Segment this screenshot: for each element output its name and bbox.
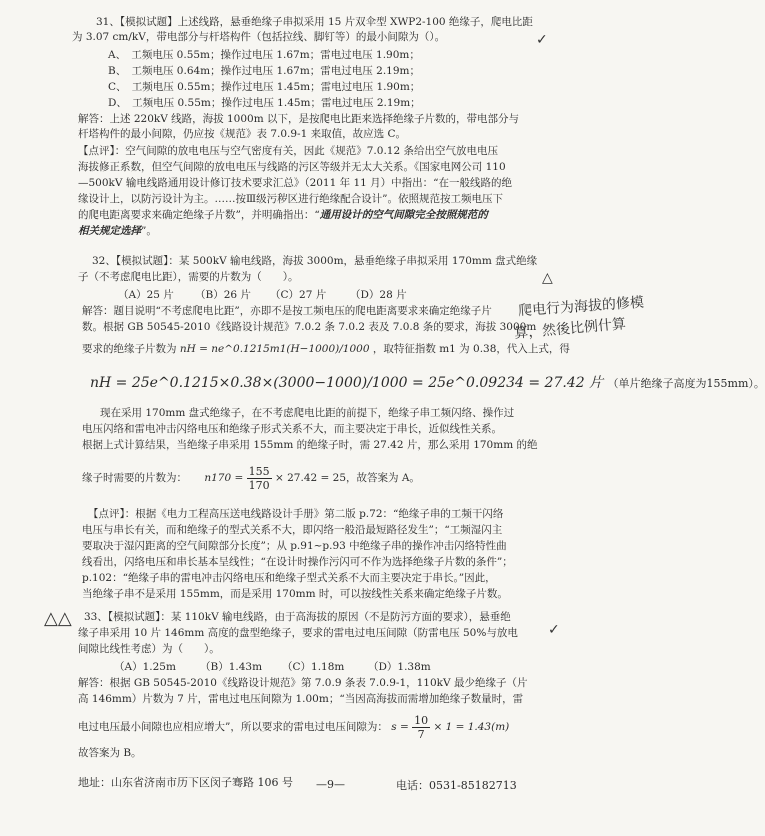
q32-paragraph-line1: 现在采用 170mm 盘式绝缘子，在不考虑爬电比距的前提下，绝缘子串工频闪络、操作过 xyxy=(100,407,515,419)
q32-answer-line1: 解答：题目说明“不考虑爬电比距”，亦即不是按工频电压的爬电距离要求来确定绝缘子片 xyxy=(82,305,492,317)
q32-answer-line3 xyxy=(82,343,570,356)
q33-answer-line4: 故答案为 B。 xyxy=(78,747,142,759)
q33-answer-line3 xyxy=(78,712,509,742)
q31-option-a: A、 工频电压 0.55m；操作过电压 1.67m；雷电过电压 1.90m； xyxy=(108,49,420,61)
q32-option-a: （A）25 片 xyxy=(118,289,174,301)
q31-comment-emphasis-2: 相关规定选择 xyxy=(78,225,141,237)
q32-option-d: （D）28 片 xyxy=(350,289,407,301)
footer-page-number: —9— xyxy=(316,778,345,791)
q32-comment-line2: 电压与串长有关，而和绝缘子的型式关系不大，即闪络一般沿最短路径发生”；“工频湿闪主 xyxy=(82,524,503,536)
q33-stem-line1: 33、【模拟试题】：某 110kV 输电线路，由于高海拔的原因（不是防污方面的要求），悬垂绝 xyxy=(84,611,511,623)
q32-answer-line2: 数。根据 GB 50545-2010《线路设计规范》7.0.2 条 7.0.2 表及 7.0.8 条的要求，海拔 3000m xyxy=(82,321,537,333)
q32-stem-line2: 子（不考虑爬电比距），需要的片数为（ ）。 xyxy=(78,271,299,283)
q32-general-formula: nH = ne^0.1215m1(H−1000)/1000 xyxy=(179,343,370,355)
q33-s-fraction xyxy=(412,714,430,741)
q31-answer-line1: 解答：上述 220kV 线路，海拔 1000m 以下，是按爬电比距来选择绝缘子片数的，带电部分与 xyxy=(78,113,520,125)
q32-comment-line6: 当绝缘子串不是采用 155mm，而是采用 170mm 时，可以按线性关系来确定绝缘子片数。 xyxy=(82,588,508,600)
checkmark-icon: ✓ xyxy=(536,32,548,48)
q31-option-c: C、 工频电压 0.55m；操作过电压 1.45m；雷电过电压 1.90m； xyxy=(108,81,421,93)
q33-option-c: （C）1.18m xyxy=(282,661,345,673)
q31-comment-end: ”。 xyxy=(141,225,157,237)
checkmark-icon-2: ✓ xyxy=(548,622,560,638)
q32-main-formula-text: nH = 25e^0.1215×0.38×(3000−1000)/1000 = 25e^0.09234 = 27.42 片 xyxy=(90,375,604,391)
q31-option-d: D、 工频电压 0.55m；操作过电压 1.45m；雷电过电压 2.19m； xyxy=(108,97,421,109)
q33-fraction-numerator: 10 xyxy=(414,713,429,727)
q33-s-lhs: s = xyxy=(391,721,409,733)
q31-comment-line1: 【点评】：空气间隙的放电电压与空气密度有关，因此《规范》7.0.12 条给出空气放电电压 xyxy=(78,145,498,157)
q31-comment-line6 xyxy=(78,225,157,238)
q31-comment-line3: —500kV 输电线路通用设计修订技术要求汇总》（2011 年 11 月）中指出：“在一般线路的绝 xyxy=(78,177,513,189)
q32-formula-note: （单片绝缘子高度为155mm）。 xyxy=(607,377,765,390)
q33-handwritten-triangles: △△ xyxy=(44,608,72,629)
q33-s-rhs: × 1 = 1.43(m) xyxy=(433,721,510,733)
q33-answer-line1: 解答：根据 GB 50545-2010《线路设计规范》第 7.0.9 条表 7.0.9-1，110kV 最少绝缘子（片 xyxy=(78,677,528,689)
q31-comment-line5 xyxy=(78,209,488,222)
q33-option-a: （A）1.25m xyxy=(114,661,176,673)
margin-triangle-mark: △ xyxy=(542,270,553,286)
q32-answer-line3-pre: 要求的绝缘子片数为 xyxy=(82,343,177,355)
q32-comment-line3: 要取决于湿闪距离的空气间隙部分长度”；从 p.91~p.93 中绝缘子串的操作冲击闪络特性曲 xyxy=(82,540,507,552)
q31-stem-line1: 31、【模拟试题】上述线路，悬垂绝缘子串拟采用 15 片双伞型 XWP2-100 绝缘子，爬电比距 xyxy=(96,16,533,28)
q33-option-d: （D）1.38m xyxy=(368,661,431,673)
q32-fraction-denominator: 170 xyxy=(248,478,270,492)
q32-paragraph-line3: 根据上式计算结果，当绝缘子串采用 155mm 的绝缘子时，需 27.42 片，那么采用 170mm 的绝 xyxy=(82,439,538,451)
q31-comment-text: 的爬电距离要求来确定绝缘子片数”，并明确指出：“ xyxy=(78,209,320,221)
q33-answer-line3-text: 电过电压最小间隙也应相应增大”，所以要求的雷电过电压间隙为： xyxy=(78,721,388,733)
q32-option-b: （B）26 片 xyxy=(195,289,251,301)
q32-comment-line1: 【点评】：根据《电力工程高压送电线路设计手册》第二版 p.72：“绝缘子串的工频干闪络 xyxy=(88,508,504,520)
q33-stem-line3: 间隙比线性考虑）为（ ）。 xyxy=(78,643,220,655)
footer-phone: 电话：0531-85182713 xyxy=(396,779,517,792)
q32-pieces-rhs: × 27.42 = 25，故答案为 A。 xyxy=(274,472,420,484)
q33-answer-line2: 高 146mm）片数为 7 片，雷电过电压间隙为 1.00m；“当因高海拔而需增加绝缘子数量时，雷 xyxy=(78,693,524,705)
q32-answer-line3-post: ，取特征指数 m1 为 0.38，代入上式，得 xyxy=(372,343,570,355)
footer-address: 地址：山东省济南市历下区闵子骞路 106 号 xyxy=(78,776,293,789)
q32-pieces-calc xyxy=(82,463,420,493)
q32-pieces-fraction xyxy=(247,465,272,492)
q31-stem-line2: 为 3.07 cm/kV，带电部分与杆塔构件（包括拉线、脚钉等）的最小间隙为（）。 xyxy=(72,31,446,43)
q32-main-formula xyxy=(90,372,765,392)
q31-comment-line2: 海拔修正系数，但空气间隙的放电电压与线路的污区等级并无太大关系。《国家电网公司 110 xyxy=(78,161,506,173)
q32-pieces-pre: 缘子时需要的片数为： xyxy=(82,472,187,484)
handwritten-note-line2: 算，然後比例什算 xyxy=(513,316,627,342)
q32-pieces-lhs: n170 = xyxy=(204,472,244,484)
q32-comment-line5: p.102：“绝缘子串的雷电冲击闪络电压和绝缘子型式关系不大而主要决定于串长。”因此， xyxy=(82,572,496,584)
q31-comment-line4: 缘设计上，以防污设计为主。……按Ⅲ级污秽区进行绝缘配合设计”。依照规范按工频电压下 xyxy=(78,193,503,205)
q32-paragraph-line2: 电压闪络和雷电冲击闪络电压和绝缘子形式关系不大，而主要决定于串长，近似线性关系。 xyxy=(82,423,502,435)
q33-fraction-denominator: 7 xyxy=(417,727,425,741)
q31-option-b: B、 工频电压 0.64m；操作过电压 1.67m；雷电过电压 2.19m； xyxy=(108,65,420,77)
q32-comment-line4: 线看出，闪络电压和串长基本呈线性；“在设计时操作污闪可不作为选择绝缘子片数的条件”； xyxy=(82,556,513,568)
q32-fraction-numerator: 155 xyxy=(248,464,270,478)
q32-stem-line1: 32、【模拟试题】：某 500kV 输电线路，海拔 3000m，悬垂绝缘子串拟采用 170mm 盘式绝缘 xyxy=(92,255,538,267)
q33-option-b: （B）1.43m xyxy=(200,661,263,673)
q32-option-c: （C）27 片 xyxy=(270,289,327,301)
q31-answer-line2: 杆塔构件的最小间隙，仍应按《规范》表 7.0.9-1 来取值，故应选 C。 xyxy=(78,128,406,140)
q33-stem-line2: 缘子串采用 10 片 146mm 高度的盘型绝缘子，要求的雷电过电压间隙（防雷电压 50%与放电 xyxy=(78,627,518,639)
handwritten-note-line1: 爬电行为海拔的修模 xyxy=(517,294,645,320)
q31-comment-emphasis: 通用设计的空气间隙完全按照规范的 xyxy=(319,209,488,221)
